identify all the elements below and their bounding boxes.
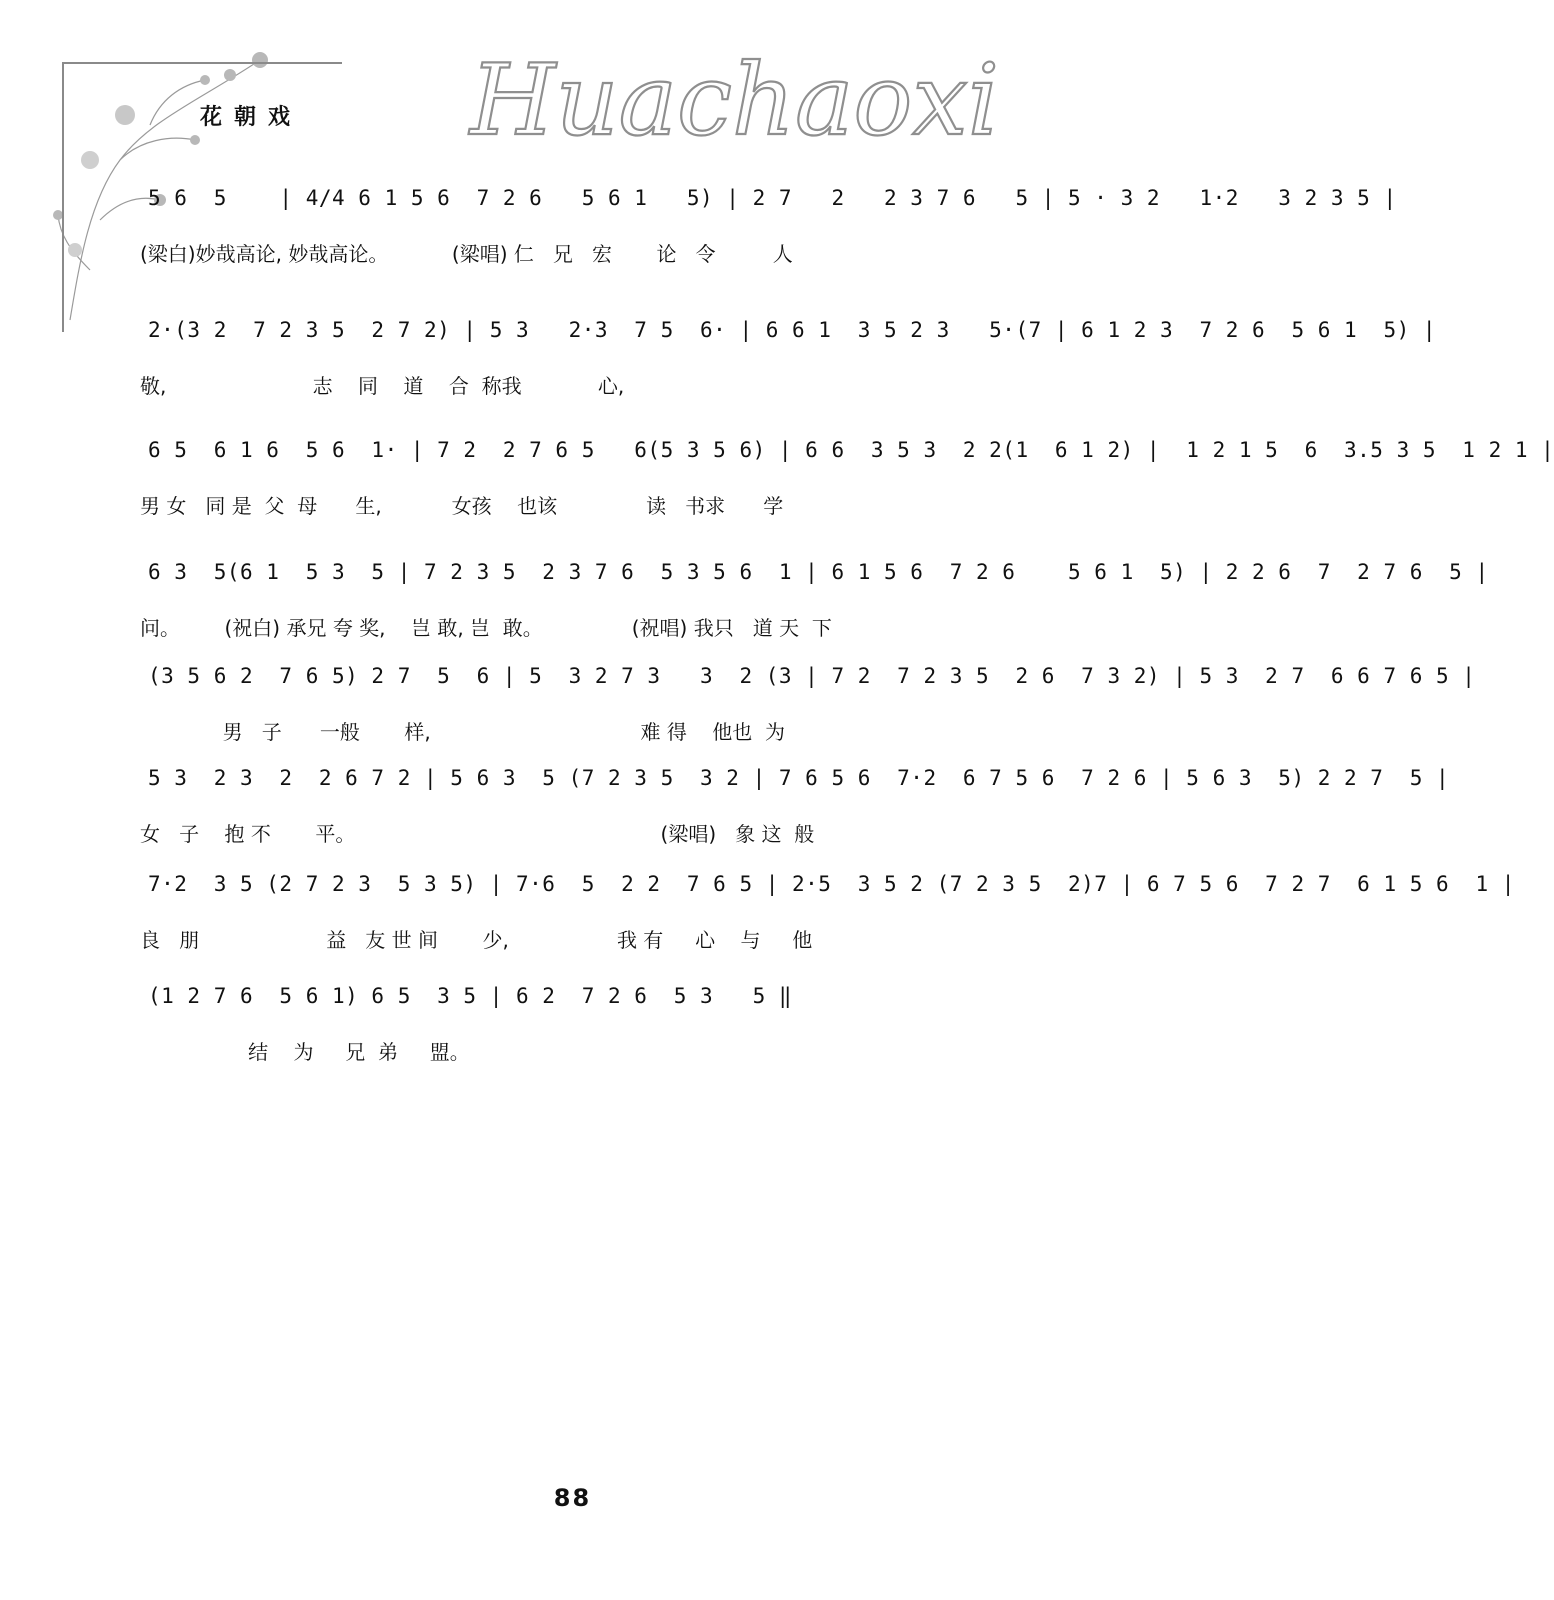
notation-line: 7·2 3 5 (2 7 2 3 5 3 5) | 7·6 5 2 2 7 6 5 | 2·5 3 5 2 (7 2 3 5 2)7 | 6 7 5 6 7 2 7 6 1 5 6 1 | [148, 872, 1515, 896]
section-title: 花朝戏 [200, 105, 303, 130]
lyrics-line: 女 子 抱 不 平。 (梁唱) 象 这 般 [140, 822, 815, 846]
lyrics-line: 问。 (祝白) 承兄 夸 奖, 岂 敢, 岂 敢。 (祝唱) 我只 道 天 下 [140, 616, 832, 640]
lyrics-line: (梁白)妙哉高论, 妙哉高论。 (梁唱) 仁 兄 宏 论 令 人 [140, 242, 793, 266]
score-line-3 [140, 438, 1554, 548]
script-title-text: Huachaoxi [470, 44, 1000, 158]
script-title [470, 38, 1070, 158]
notation-line: (1 2 7 6 5 6 1) 6 5 3 5 | 6 2 7 2 6 5 3 5 ‖ [148, 984, 793, 1008]
notation-line: 5 6 5 | 4/4 6 1 5 6 7 2 6 5 6 1 5) | 2 7 2 2 3 7 6 5 | 5 · 3 2 1·2 3 2 3 5 | [148, 186, 1397, 210]
notation-line: 5 3 2 3 2 2 6 7 2 | 5 6 3 5 (7 2 3 5 3 2 | 7 6 5 6 7·2 6 7 5 6 7 2 6 | 5 6 3 5) 2 2 7 5 | [148, 766, 1450, 790]
score-line-6 [140, 766, 1450, 876]
score-line-7 [140, 872, 1515, 982]
notation-line: 6 3 5(6 1 5 3 5 | 7 2 3 5 2 3 7 6 5 3 5 6 1 | 6 1 5 6 7 2 6 5 6 1 5) | 2 2 6 7 2 7 6 5 | [148, 560, 1489, 584]
notation-line: (3 5 6 2 7 6 5) 2 7 5 6 | 5 3 2 7 3 3 2 (3 | 7 2 7 2 3 5 2 6 7 3 2) | 5 3 2 7 6 6 7 6 5 | [148, 664, 1476, 688]
lyrics-line: 男 女 同 是 父 母 生, 女孩 也该 读 书求 学 [140, 494, 784, 518]
frame-line-left [62, 62, 64, 332]
score-line-1 [140, 186, 1397, 296]
notation-line: 6 5 6 1 6 5 6 1· | 7 2 2 7 6 5 6(5 3 5 6) | 6 6 3 5 3 2 2(1 6 1 2) | 1 2 1 5 6 3.5 3 5 1 2 1 | [148, 438, 1554, 462]
score-line-2 [140, 318, 1437, 428]
frame-line-top [62, 62, 342, 64]
score-line-8 [140, 984, 1040, 1094]
lyrics-line: 敬, 志 同 道 合 称我 心, [140, 374, 625, 398]
page-number: 88 [553, 1484, 592, 1512]
lyrics-line: 结 为 兄 弟 盟。 [140, 1040, 470, 1064]
score-line-4 [140, 560, 1489, 670]
lyrics-line: 男 子 一般 样, 难 得 他也 为 [140, 720, 786, 744]
notation-line: 2·(3 2 7 2 3 5 2 7 2) | 5 3 2·3 7 5 6· | 6 6 1 3 5 2 3 5·(7 | 6 1 2 3 7 2 6 5 6 1 5) | [148, 318, 1437, 342]
lyrics-line: 良 朋 益 友 世 间 少, 我 有 心 与 他 [140, 928, 813, 952]
score-line-5 [140, 664, 1476, 774]
